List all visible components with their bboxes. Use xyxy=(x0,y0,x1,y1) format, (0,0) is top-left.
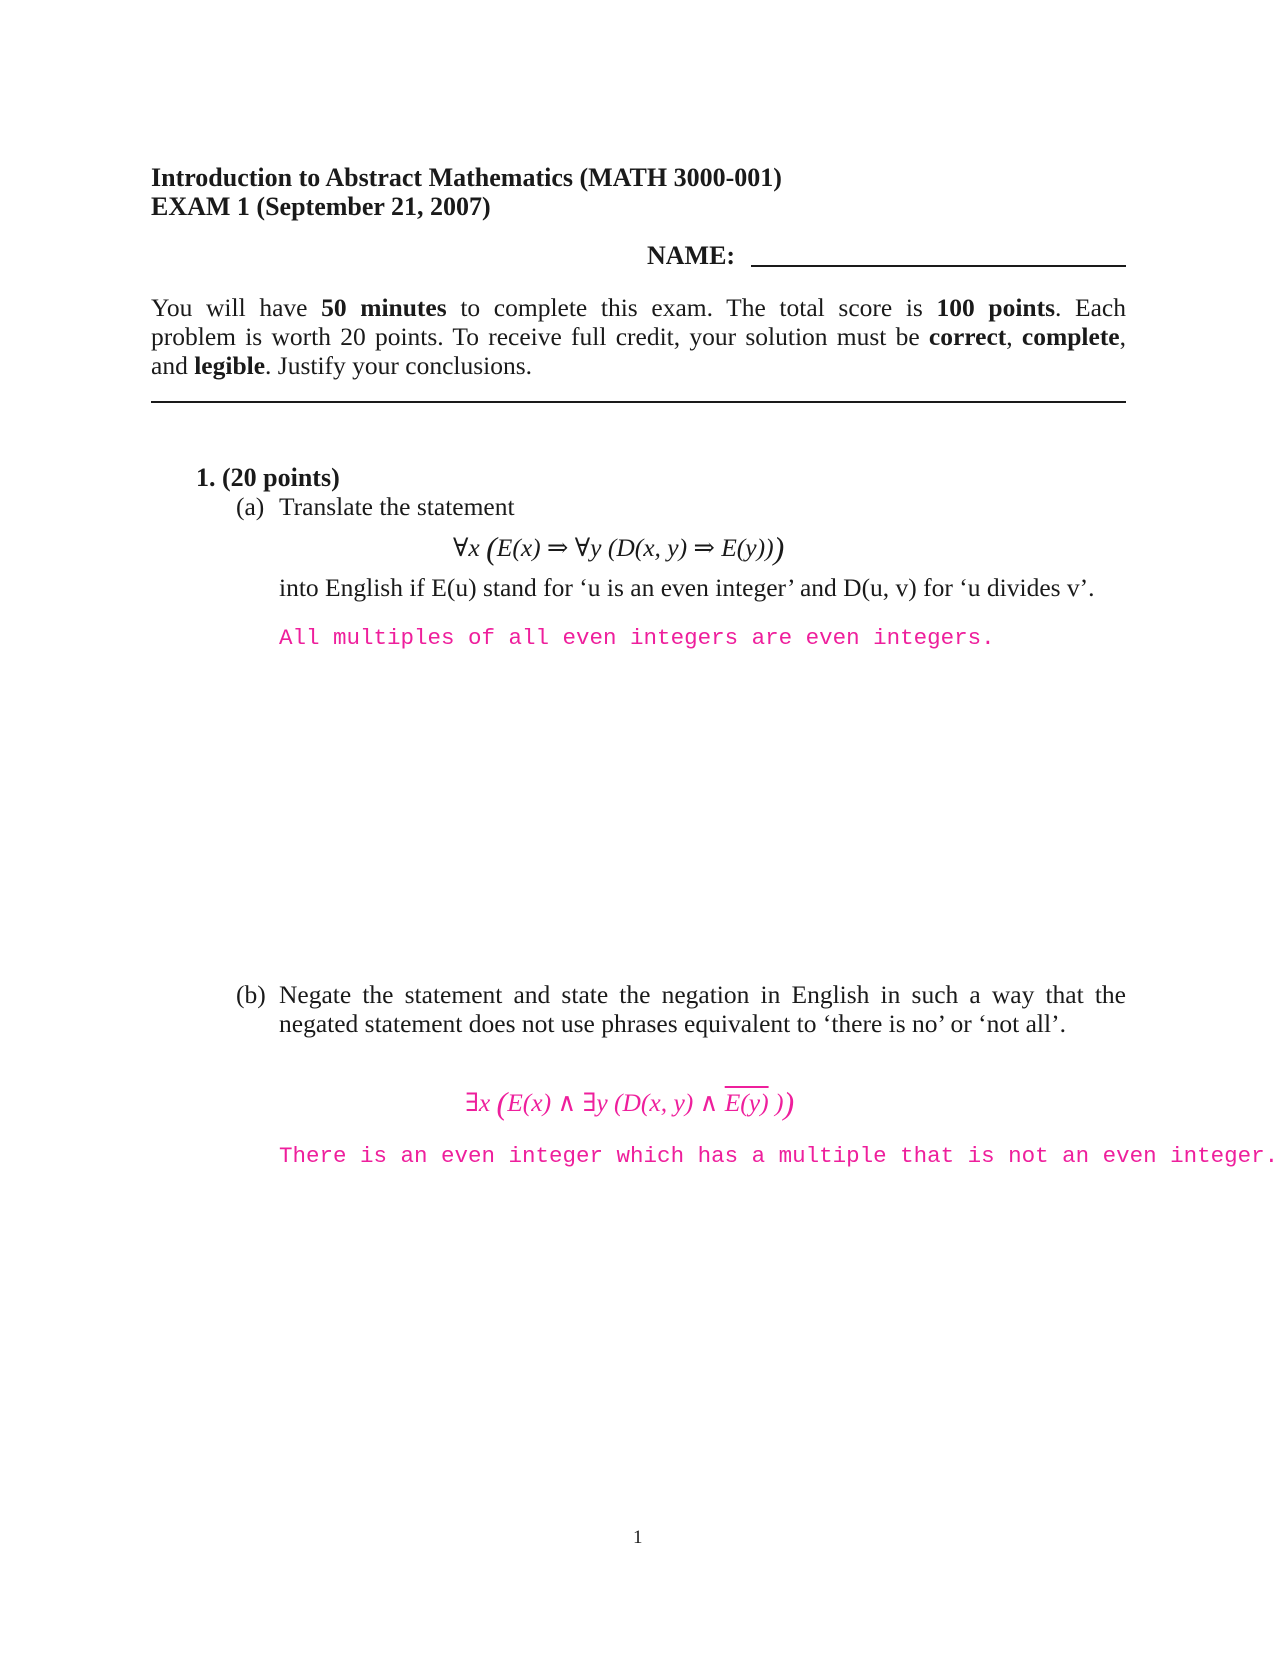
formula-quantifier: ∃x xyxy=(465,1088,491,1117)
part-b-label: (b) xyxy=(236,980,266,1009)
formula-close-paren: ) xyxy=(783,1085,795,1121)
formula-body: E(x) ⇒ ∀y (D(x, y) ⇒ E(y)) xyxy=(496,533,774,562)
formula-body: ) xyxy=(774,1088,784,1117)
exam-title: EXAM 1 (September 21, 2007) xyxy=(151,192,491,221)
instructions-duration: 50 minutes xyxy=(321,293,447,322)
problem-1-header: 1. (20 points) xyxy=(196,463,340,492)
formula-negated-term: E(y) xyxy=(724,1088,769,1117)
formula-quantifier: ∀x xyxy=(453,533,480,562)
page-number: 1 xyxy=(633,1527,643,1548)
name-blank-line[interactable] xyxy=(751,265,1126,267)
instructions-correct: correct xyxy=(928,322,1007,351)
formula-open-paren: ( xyxy=(486,530,497,566)
instructions-text: and xyxy=(151,351,195,380)
instructions-line-2 xyxy=(151,322,1126,352)
part-b-formula xyxy=(465,1087,794,1119)
instructions-complete: complete xyxy=(1021,322,1120,351)
formula-open-paren: ( xyxy=(496,1085,508,1121)
part-b-prompt-line-1: Negate the statement and state the negation in English in such a way that the xyxy=(279,980,1126,1009)
instructions-line-1 xyxy=(151,293,1126,323)
part-a-answer: All multiples of all even integers are even integers. xyxy=(279,625,995,651)
formula-close-paren: ) xyxy=(773,530,785,566)
instructions-text: , xyxy=(1006,322,1022,351)
part-a-context: into English if E(u) stand for ‘u is an even integer’ and D(u, v) for ‘u divides v’. xyxy=(279,573,1095,602)
part-b-prompt-line-2: negated statement does not use phrases equivalent to ‘there is no’ or ‘not all’. xyxy=(279,1009,1066,1038)
instructions-text: problem is worth 20 points. To receive full credit, your solution must be xyxy=(151,322,929,351)
section-divider xyxy=(151,401,1126,403)
instructions-text: to complete this exam. The total score is xyxy=(446,293,937,322)
name-label: NAME: xyxy=(647,241,736,270)
instructions-text: You will have xyxy=(151,293,322,322)
instructions-text: . Justify your conclusions. xyxy=(265,351,533,380)
instructions-text: . Each xyxy=(1055,293,1126,322)
part-a-label: (a) xyxy=(236,492,265,521)
instructions-total-score: 100 points xyxy=(936,293,1056,322)
part-a-prompt: Translate the statement xyxy=(279,492,515,521)
part-b-answer: There is an even integer which has a multiple that is not an even integer. xyxy=(279,1143,1279,1169)
formula-body: E(x) ∧ ∃y (D(x, y) ∧ xyxy=(507,1088,725,1117)
course-title: Introduction to Abstract Mathematics (MATH 3000-001) xyxy=(151,163,782,192)
part-a-formula xyxy=(453,532,784,564)
instructions-legible: legible xyxy=(194,351,266,380)
instructions-text: , xyxy=(1119,322,1127,351)
instructions-line-3 xyxy=(151,351,1126,381)
